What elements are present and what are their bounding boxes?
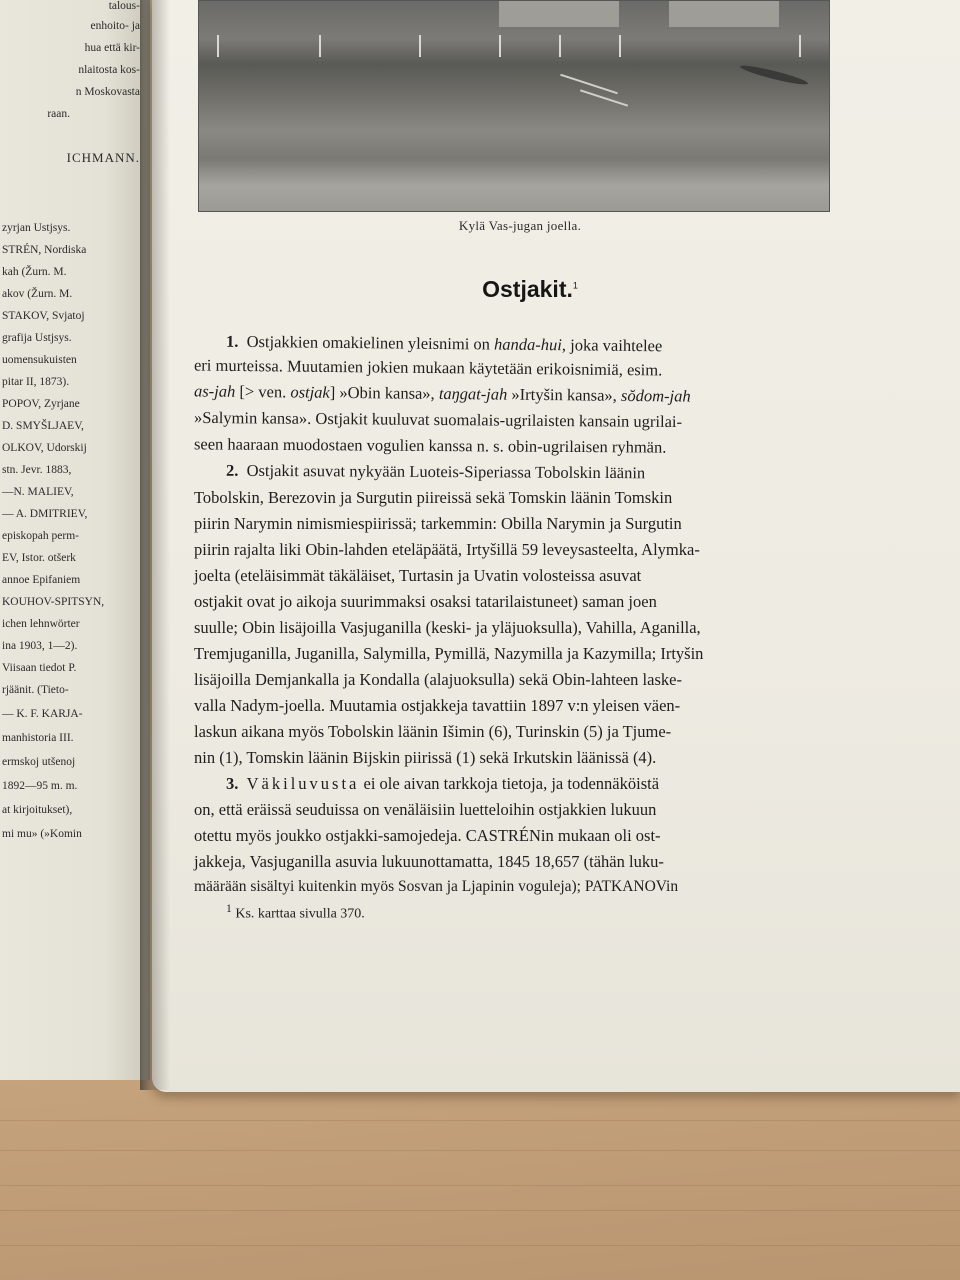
left-text-line: annoe Epifaniem	[2, 574, 81, 586]
book-gutter	[140, 0, 170, 1090]
left-text-line: grafija Ustjsys.	[2, 332, 72, 344]
left-text-line: — K. F. KARJA-	[2, 708, 83, 720]
paragraph-2-line: 2. Ostjakit asuvat nykyään Luoteis-Siperiassa Tobolskin läänin	[225, 460, 646, 483]
photo-fence-post	[619, 35, 621, 57]
left-text-line: episkopah perm-	[2, 530, 79, 542]
paragraph-2-line: nin (1), Tomskin läänin Bijskin piirissä (1) sekä Irkutskin läänissä (4).	[194, 748, 657, 767]
left-text-line: Viisaan tiedot P.	[2, 662, 77, 674]
paragraph-number: 1.	[225, 331, 239, 351]
paragraph-2-line: joelta (eteläisimmät täkäläiset, Turtasin ja Uvatin volosteissa asuvat	[194, 566, 642, 585]
photo-building	[499, 1, 619, 27]
left-text-line: EV, Istor. otšerk	[2, 552, 76, 564]
left-text-line: raan.	[47, 108, 70, 120]
left-text-line: ichen lehnwörter	[2, 618, 80, 630]
paragraph-2-line: piirin rajalta liki Obin-lahden eteläpäätä, Irtyšillä 59 leveysasteelta, Alymka-	[194, 540, 700, 559]
left-text-line: STAKOV, Svjatoj	[2, 310, 85, 322]
left-text-line: stn. Jevr. 1883,	[2, 464, 72, 476]
left-text-line: enhoito- ja	[90, 20, 140, 32]
paragraph-2-line: Tobolskin, Berezovin ja Surgutin piireissä sekä Tomskin läänin Tomskin	[194, 488, 673, 507]
left-text-line: KOUHOV-SPITSYN,	[2, 596, 105, 608]
left-text-line: ina 1903, 1—2).	[2, 640, 78, 652]
left-text-line: n Moskovasta	[75, 86, 140, 98]
photo-caption: Kylä Vas-jugan joella.	[458, 218, 582, 233]
photo-fence-post	[799, 35, 801, 57]
paragraph-2-line: lisäjoilla Demjankalla ja Kondalla (alajuoksulla) sekä Obin-lahteen laske-	[194, 670, 682, 689]
article-title: Ostjakit.$^1$	[482, 276, 578, 302]
left-text-line: rjäänit. (Tieto-	[2, 684, 69, 696]
left-text-line: talous-	[108, 0, 140, 12]
left-text-line: manhistoria III.	[2, 732, 74, 744]
paragraph-3-line: otettu myös joukko ostjakki-samojedeja. CASTRÉNin mukaan oli ost-	[194, 826, 661, 845]
paragraph-2-line: laskun aikana myös Tobolskin läänin Išimin (6), Turinskin (5) ja Tjume-	[194, 722, 672, 741]
left-text-line: — A. DMITRIEV,	[2, 508, 88, 520]
paragraph-1-line: »Salymin kansa». Ostjakit kuuluvat suomalais-ugrilaisten kansain ugrilai-	[193, 407, 683, 432]
paragraph-3-line: 3. Väkiluvusta ei ole aivan tarkkoja tietoja, ja todennäköistä	[226, 774, 660, 793]
left-text-line: pitar II, 1873).	[2, 376, 70, 388]
left-text-line: 1892—95 m. m.	[2, 780, 78, 792]
village-photograph	[198, 0, 830, 212]
left-text-line: —N. MALIEV,	[2, 486, 74, 498]
left-text-line: ermskoj utšenoj	[2, 756, 76, 768]
photo-fence-post	[499, 35, 501, 57]
paragraph-number: 2.	[225, 460, 239, 480]
paragraph-1-line: as-jah [> ven. ostjak] »Obin kansa», taŋgat-jah »Irtyšin kansa», sŏdom-jah	[193, 381, 691, 406]
photo-fence-post	[319, 35, 321, 57]
left-text-line: nlaitosta kos-	[78, 64, 140, 76]
paragraph-1-line: 1. Ostjakkien omakielinen yleisnimi on handa-hui, joka vaihtelee	[225, 331, 663, 356]
left-text-line: kah (Žurn. M.	[2, 266, 67, 278]
photo-fence-post	[217, 35, 219, 57]
left-text-line: uomensukuisten	[2, 354, 77, 366]
footnote: $^1$ Ks. karttaa sivulla 370.	[226, 902, 365, 922]
paragraph-1-line: eri murteissa. Muutamien jokien mukaan käytetään erikoisnimiä, esim.	[193, 355, 663, 380]
left-signature: ICHMANN.	[66, 150, 140, 165]
left-text-line: akov (Žurn. M.	[2, 288, 73, 300]
photo-building	[669, 1, 779, 27]
photo-fence-post	[419, 35, 421, 57]
photo-boat	[739, 63, 809, 88]
paragraph-number: 3.	[226, 774, 239, 793]
paragraph-2-line: ostjakit ovat jo aikoja suurimmaksi osaksi tatarilaistuneet) saman joen	[194, 592, 657, 611]
paragraph-3-line: jakkeja, Vasjuganilla asuvia lukuunottamatta, 1845 18,657 (tähän luku-	[194, 852, 664, 871]
left-text-line: at kirjoitukset),	[2, 804, 73, 816]
photo-fence-post	[559, 35, 561, 57]
left-page	[0, 0, 150, 1080]
photo-pole	[580, 89, 628, 106]
paragraph-2-line: suulle; Obin lisäjoilla Vasjuganilla (keski- ja yläjuoksulla), Vahilla, Aganilla,	[194, 618, 701, 637]
paragraph-3-line: määrään sisältyi kuitenkin myös Sosvan ja Ljapinin voguleja); PATKANOVin	[194, 878, 679, 895]
left-text-line: POPOV, Zyrjane	[2, 398, 80, 410]
paragraph-2-line: Tremjuganilla, Juganilla, Salymilla, Pymillä, Nazymilla ja Kazymilla; Irtyšin	[194, 644, 704, 663]
left-text-line: zyrjan Ustjsys.	[2, 222, 71, 234]
left-text-line: mi mu» (»Komin	[2, 828, 82, 840]
left-text-line: OLKOV, Udorskij	[2, 442, 87, 454]
left-text-line: STRÉN, Nordiska	[2, 244, 87, 256]
paragraph-2-line: piirin Narymin nimismiespiirissä; tarkemmin: Obilla Narymin ja Surgutin	[194, 514, 682, 533]
paragraph-2-line: valla Nadym-joella. Muutamia ostjakkeja tavattiin 1897 v:n yleisen väen-	[194, 696, 681, 715]
paragraph-3-line: on, että eräissä seuduissa on venäläisiin luetteloihin ostjakkien lukuun	[194, 800, 657, 819]
left-text-line: hua että kir-	[84, 42, 140, 54]
left-text-line: D. SMYŠLJAEV,	[2, 420, 84, 432]
paragraph-1-line: seen haaraan muodostaen vogulien kanssa n. s. obin-ugrilaisen ryhmän.	[193, 434, 667, 457]
